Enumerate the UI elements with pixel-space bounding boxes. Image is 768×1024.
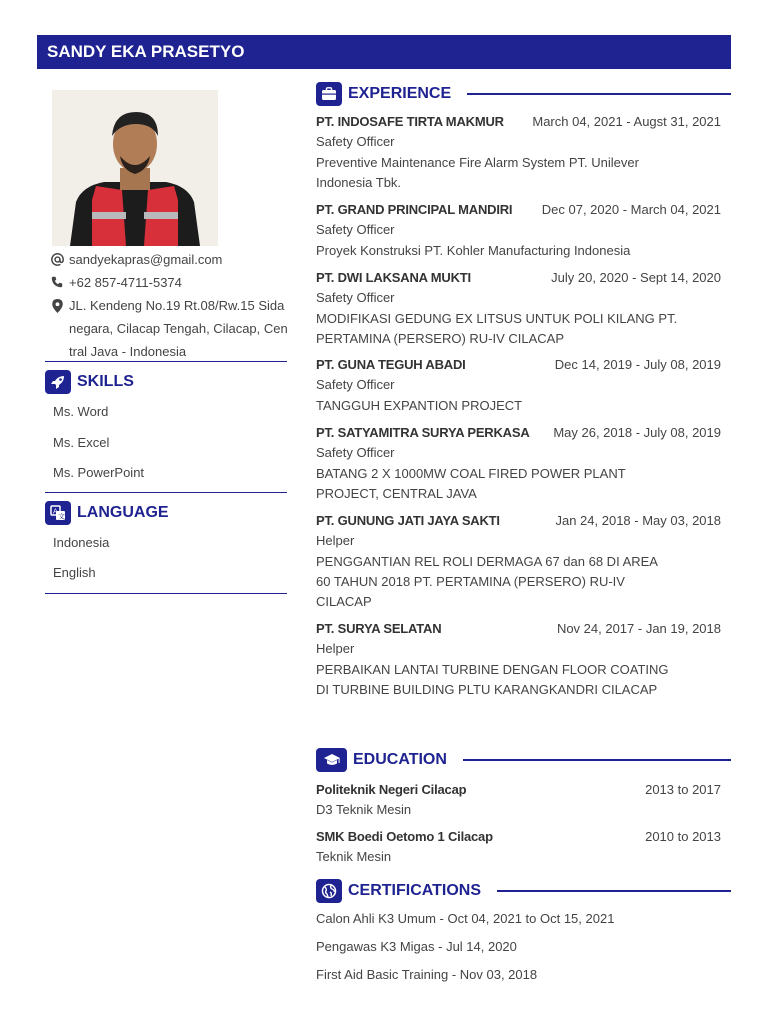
job-description: BATANG 2 X 1000MW COAL FIRED POWER PLANT PROJECT, CENTRAL JAVA xyxy=(316,466,626,501)
experience-header xyxy=(316,82,731,106)
email-text[interactable]: sandyekapras@gmail.com xyxy=(69,252,223,267)
job-entry xyxy=(316,268,721,349)
certification-item: Calon Ahli K3 Umum - Oct 04, 2021 to Oct 15, 2021 xyxy=(316,911,615,926)
experience-title: EXPERIENCE xyxy=(348,85,452,102)
contact-address-row xyxy=(45,294,290,363)
job-dates: Dec 14, 2019 - July 08, 2019 xyxy=(554,357,721,372)
skill-item: Ms. Excel xyxy=(53,434,110,450)
phone-text: +62 857-4711-5374 xyxy=(69,275,182,290)
svg-text:A: A xyxy=(53,507,58,516)
full-name: SANDY EKA PRASETYO xyxy=(47,42,245,61)
address-text xyxy=(69,294,288,363)
graduation-cap-icon xyxy=(316,748,347,772)
job-entry xyxy=(316,619,721,700)
briefcase-icon xyxy=(316,82,342,106)
job-company: PT. GUNA TEGUH ABADI xyxy=(316,357,466,372)
skill-item: Ms. Word xyxy=(53,404,109,419)
name-header xyxy=(37,35,731,69)
job-dates: Nov 24, 2017 - Jan 19, 2018 xyxy=(556,621,721,636)
address-line-1: JL. Kendeng No.19 Rt.08/Rw.15 Sida xyxy=(69,298,285,313)
certifications-header xyxy=(316,879,731,903)
school-program: D3 Teknik Mesin xyxy=(316,802,412,817)
certification-item: First Aid Basic Training - Nov 03, 2018 xyxy=(316,967,538,982)
address-line-3: tral Java - Indonesia xyxy=(69,344,187,359)
experience-rule xyxy=(467,93,731,95)
divider-language xyxy=(45,593,287,594)
job-company: PT. GUNUNG JATI JAYA SAKTI xyxy=(316,513,500,528)
job-entry xyxy=(316,511,721,612)
education-header xyxy=(316,748,731,772)
certifications-title: CERTIFICATIONS xyxy=(348,882,482,899)
job-description: PENGGANTIAN REL ROLI DERMAGA 67 dan 68 DI AREA 60 TAHUN 2018 PT. PERTAMINA (PERSERO) RU-IV CILACAP xyxy=(316,554,658,609)
translate-icon xyxy=(45,501,71,525)
education-rule xyxy=(463,759,731,761)
skills-title: SKILLS xyxy=(77,373,134,390)
school-years: 2010 to 2013 xyxy=(645,829,721,844)
school-name: Politeknik Negeri Cilacap xyxy=(316,782,467,797)
phone-icon xyxy=(45,271,69,288)
job-description: MODIFIKASI GEDUNG EX LITSUS UNTUK POLI KILANG PT. PERTAMINA (PERSERO) RU-IV CILACAP xyxy=(316,311,678,346)
school-program: Teknik Mesin xyxy=(316,849,392,864)
contact-info xyxy=(45,248,290,363)
certification-item: Pengawas K3 Migas - Jul 14, 2020 xyxy=(316,939,517,954)
school-years: 2013 to 2017 xyxy=(645,782,721,797)
svg-text:文: 文 xyxy=(58,512,65,521)
language-item: Indonesia xyxy=(53,535,110,550)
job-company: PT. GRAND PRINCIPAL MANDIRI xyxy=(316,202,513,217)
job-dates: Dec 07, 2020 - March 04, 2021 xyxy=(541,202,721,217)
globe-icon xyxy=(316,879,342,903)
job-role: Safety Officer xyxy=(316,445,395,460)
rocket-icon xyxy=(45,370,71,394)
skill-item: Ms. PowerPoint xyxy=(53,465,145,480)
job-company: PT. INDOSAFE TIRTA MAKMUR xyxy=(316,114,504,129)
job-company: PT. DWI LAKSANA MUKTI xyxy=(316,270,471,285)
education-entry xyxy=(316,780,721,820)
skills-header xyxy=(45,370,134,394)
language-header xyxy=(45,501,169,525)
job-company: PT. SATYAMITRA SURYA PERKASA xyxy=(316,425,530,440)
divider-skills xyxy=(45,492,287,493)
education-title: EDUCATION xyxy=(353,751,447,768)
job-role: Safety Officer xyxy=(316,222,395,237)
contact-email-row xyxy=(45,248,290,271)
language-item: English xyxy=(53,564,96,580)
divider-contact xyxy=(45,361,287,362)
language-title: LANGUAGE xyxy=(77,504,169,521)
job-description: PERBAIKAN LANTAI TURBINE DENGAN FLOOR COATING DI TURBINE BUILDING PLTU KARANGKANDRI CILACAP xyxy=(316,662,669,697)
job-company: PT. SURYA SELATAN xyxy=(316,621,442,636)
contact-phone-row xyxy=(45,271,290,294)
job-role: Safety Officer xyxy=(316,134,395,149)
job-role: Safety Officer xyxy=(316,377,395,392)
language-list xyxy=(53,534,109,593)
job-dates: May 26, 2018 - July 08, 2019 xyxy=(553,425,721,440)
job-entry xyxy=(316,355,721,416)
job-description: Preventive Maintenance Fire Alarm System PT. Unilever Indonesia Tbk. xyxy=(316,155,639,190)
location-pin-icon xyxy=(45,294,69,313)
address-line-2: negara, Cilacap Tengah, Cilacap, Cen xyxy=(69,321,288,336)
job-role: Safety Officer xyxy=(316,290,395,305)
job-entry xyxy=(316,423,721,504)
job-dates: March 04, 2021 - Augst 31, 2021 xyxy=(532,114,721,129)
job-entry xyxy=(316,200,721,261)
at-sign-icon xyxy=(45,248,69,266)
certifications-rule xyxy=(497,890,731,892)
job-description: TANGGUH EXPANTION PROJECT xyxy=(316,398,523,413)
job-role: Helper xyxy=(316,533,355,548)
job-dates: July 20, 2020 - Sept 14, 2020 xyxy=(551,270,721,285)
job-description: Proyek Konstruksi PT. Kohler Manufacturing Indonesia xyxy=(316,243,631,258)
job-dates: Jan 24, 2018 - May 03, 2018 xyxy=(555,513,721,528)
job-role: Helper xyxy=(316,641,355,656)
skills-list xyxy=(53,403,144,495)
job-entry xyxy=(316,112,721,193)
education-entry xyxy=(316,827,721,867)
school-name: SMK Boedi Oetomo 1 Cilacap xyxy=(316,829,493,844)
profile-photo xyxy=(52,90,218,246)
